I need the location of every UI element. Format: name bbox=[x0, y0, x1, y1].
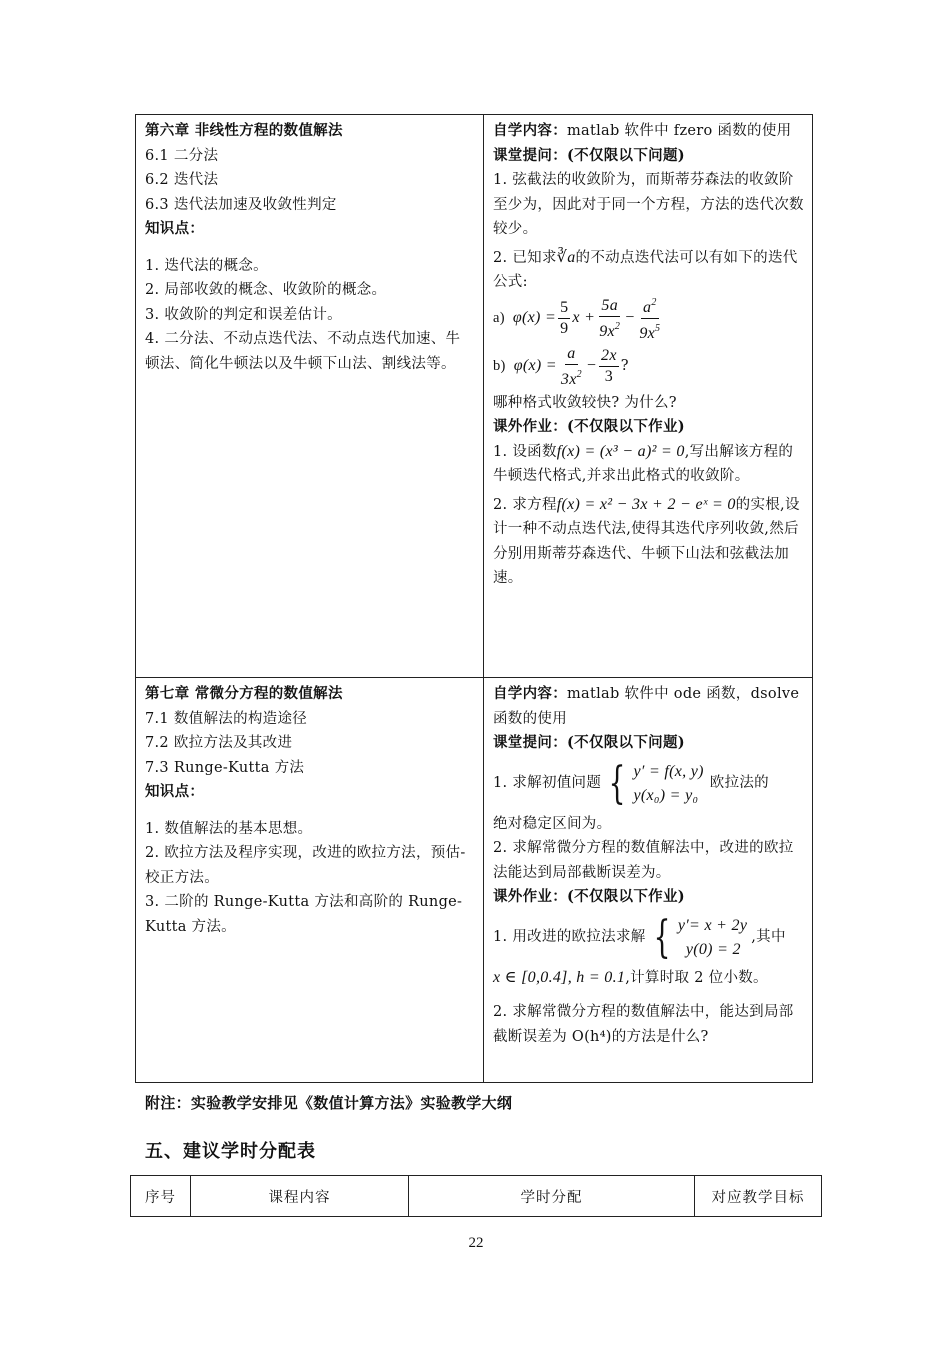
header-objective: 对应教学目标 bbox=[695, 1176, 822, 1217]
homework-2: 2. 求解常微分方程的数值解法中，能达到局部截断误差为 O(h⁴)的方法是什么? bbox=[493, 1004, 794, 1045]
formula-b: b) φ(x) = $\frac{a}{3x^2}$ − $\frac{2x}{3}$ ? bbox=[493, 344, 629, 388]
chapter-title: 第七章 常微分方程的数值解法 bbox=[145, 685, 343, 702]
self-study: 自学内容：matlab 软件中 ode 函数，dsolve 函数的使用 bbox=[493, 685, 800, 727]
section-item: 7.2 欧拉方法及其改进 bbox=[145, 735, 293, 751]
section-item: 6.1 二分法 bbox=[145, 147, 219, 164]
question-1-end: 绝对稳定区间为。 bbox=[493, 815, 612, 832]
chapter-7-outline bbox=[136, 678, 484, 1083]
homework-1-range: x ∈ [0,0.4], h = 0.1,计算时取 2 位小数。 bbox=[493, 968, 768, 986]
self-study: 自学内容：matlab 软件中 fzero 函数的使用 bbox=[493, 122, 792, 139]
section-item: 7.3 Runge-Kutta 方法 bbox=[145, 759, 305, 776]
section-item: 6.3 迭代法加速及收敛性判定 bbox=[145, 196, 337, 213]
chapter-6-activities bbox=[484, 115, 813, 678]
formula-a: a) φ(x) = $\frac{5}{9}$ x + $\frac{5a}{9x^2}$ − $\frac{a^2}{9x^5}$ bbox=[493, 295, 804, 343]
homework-label: 课外作业：(不仅限以下作业) bbox=[493, 418, 685, 435]
chapter-title: 第六章 非线性方程的数值解法 bbox=[145, 122, 343, 139]
page-number: 22 bbox=[468, 1235, 484, 1251]
class-questions-label: 课堂提问：(不仅限以下问题) bbox=[493, 734, 685, 751]
knowledge-point: 1. 数值解法的基本思想。 bbox=[145, 820, 313, 837]
section-title: 五、建议学时分配表 bbox=[145, 1141, 316, 1162]
homework-label: 课外作业：(不仅限以下作业) bbox=[493, 888, 685, 905]
knowledge-point: 3. 收敛阶的判定和误差估计。 bbox=[145, 306, 342, 323]
question-1: 1. 求解初值问题 { y′ = f(x, y) y(x₀) = y₀ 欧拉法的 bbox=[493, 757, 769, 809]
question-2: 2. 求解常微分方程的数值解法中，改进的欧拉法能达到局部截断误差为。 bbox=[493, 840, 794, 881]
header-index: 序号 bbox=[131, 1176, 191, 1217]
knowledge-point: 4. 二分法、不动点迭代法、不动点迭代加速、牛顿法、简化牛顿法以及牛顿下山法、割线法等。 bbox=[145, 331, 461, 372]
header-hours: 学时分配 bbox=[409, 1176, 695, 1217]
knowledge-point: 2. 局部收敛的概念、收敛阶的概念。 bbox=[145, 282, 387, 298]
knowledge-point: 3. 二阶的 Runge-Kutta 方法和高阶的 Runge-Kutta 方法。 bbox=[145, 894, 463, 935]
knowledge-point: 2. 欧拉方法及程序实现，改进的欧拉方法，预估-校正方法。 bbox=[145, 845, 466, 886]
chapter-6-outline bbox=[136, 115, 484, 678]
chapter-7-activities bbox=[484, 678, 813, 1083]
section-item: 7.1 数值解法的构造途径 bbox=[145, 710, 308, 727]
knowledge-point: 1. 迭代法的概念。 bbox=[145, 257, 268, 274]
homework-1: 1. 设函数f(x) = (x³ − a)² = 0,写出解该方程的牛顿迭代格式,并求出此格式的收敛阶。 bbox=[493, 442, 794, 484]
question-end: 哪种格式收敛较快? 为什么? bbox=[493, 394, 677, 411]
appendix-note: 附注：实验教学安排见《数值计算方法》实验教学大纲 bbox=[145, 1094, 513, 1112]
header-content: 课程内容 bbox=[191, 1176, 409, 1217]
homework-1: 1. 用改进的欧拉法求解 { y′= x + 2y y(0) = 2 ,其中 bbox=[493, 911, 786, 963]
table-header-row bbox=[131, 1176, 822, 1217]
knowledge-label: 知识点： bbox=[145, 783, 205, 800]
knowledge-label: 知识点： bbox=[145, 220, 205, 237]
syllabus-table bbox=[135, 114, 813, 1083]
cube-root-a: ∛a bbox=[556, 248, 576, 266]
section-item: 6.2 迭代法 bbox=[145, 172, 219, 188]
homework-2: 2. 求方程f(x) = x² − 3x + 2 − eˣ = 0的实根,设计一种不动点迭代法,使得其迭代序列收敛,然后分别用斯蒂芬森迭代、牛顿下山法和弦截法加速。 bbox=[493, 495, 800, 586]
chapter-7-row bbox=[136, 678, 813, 1083]
hours-allocation-table bbox=[130, 1175, 822, 1217]
question-2: 2. 已知求∛a的不动点迭代法可以有如下的迭代公式: bbox=[493, 248, 798, 290]
chapter-6-row bbox=[136, 115, 813, 678]
question-1: 1. 弦截法的收敛阶为，而斯蒂芬森法的收敛阶至少为，因此对于同一个方程，方法的迭代次数较少。 bbox=[493, 172, 804, 237]
class-questions-label: 课堂提问：(不仅限以下问题) bbox=[493, 146, 685, 164]
